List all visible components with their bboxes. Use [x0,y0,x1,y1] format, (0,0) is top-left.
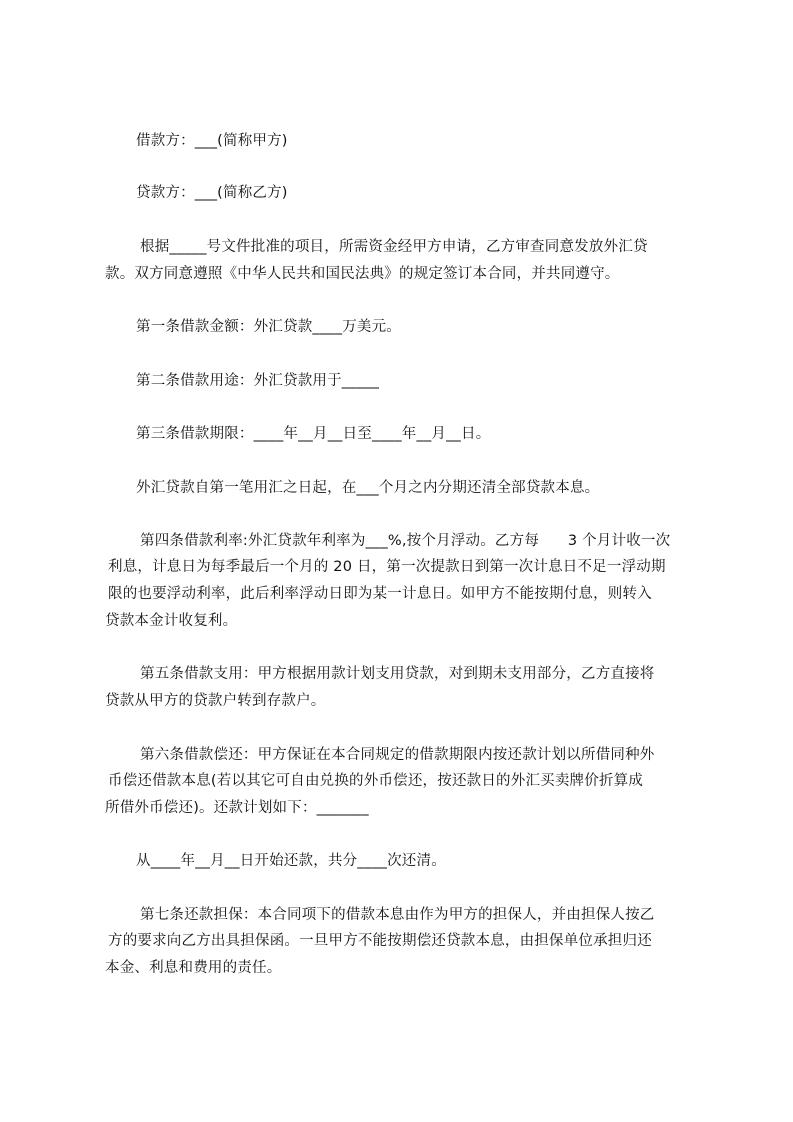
article-7-line-1: 第七条还款担保：本合同项下的借款本息由作为甲方的担保人，并由担保人按乙 [140,907,655,923]
preamble-line-1: 根据_____号文件批准的项目，所需资金经甲方申请，乙方审查同意发放外汇贷 [140,239,648,255]
article-4-line-3: 限的也要浮动利率，此后利率浮动日即为某一计息日。如甲方不能按期付息，则转入 [108,586,652,602]
article-6-line-1: 第六条借款偿还：甲方保证在本合同规定的借款期限内按还款计划以所借同种外 [140,747,655,763]
article-6-line-2: 币偿还借款本息(若以其它可自由兑换的外币偿还，按还款日的外汇买卖牌价折算成 [108,773,644,789]
preamble-line-2: 款。双方同意遵照《中华人民共和国民法典》的规定签订本合同，并共同遵守。 [105,266,620,282]
article-7-line-3: 本金、利息和费用的责任。 [105,960,282,976]
article-5-line-2: 贷款从甲方的贷款户转到存款户。 [105,693,326,709]
article-3-line: 第三条借款期限：____年__月__日至____年__月__日。 [136,426,491,442]
borrower-line: 借款方：___(简称甲方) [136,133,288,149]
article-1-line: 第一条借款金额：外汇贷款____万美元。 [136,319,401,335]
article-5-line-1: 第五条借款支用：甲方根据用款计划支用贷款，对到期未支用部分，乙方直接将 [140,666,655,682]
repayment-period-line: 外汇贷款自第一笔用汇之日起，在___个月之内分期还清全部贷款本息。 [136,480,600,496]
article-2-line: 第二条借款用途：外汇贷款用于_____ [136,373,380,389]
article-4-line-2: 利息，计息日为每季最后一个月的 20 日，第一次提款日到第一次计息日不足一浮动期 [108,559,666,575]
article-7-line-2: 方的要求向乙方出具担保函。一旦甲方不能按期偿还贷款本息，由担保单位承担归还 [108,933,652,949]
repayment-start-line: 从____年__月__日开始还款，共分____次还清。 [136,853,446,869]
article-6-line-3: 所借外币偿还)。还款计划如下：_______ [105,800,369,816]
article-4-line-4: 贷款本金计收复利。 [105,613,238,629]
lender-line: 贷款方：___(简称乙方) [136,185,288,201]
article-4-line-1: 第四条借款利率:外汇贷款年利率为___%,按个月浮动。乙方每 3 个月计收一次 [140,533,671,549]
